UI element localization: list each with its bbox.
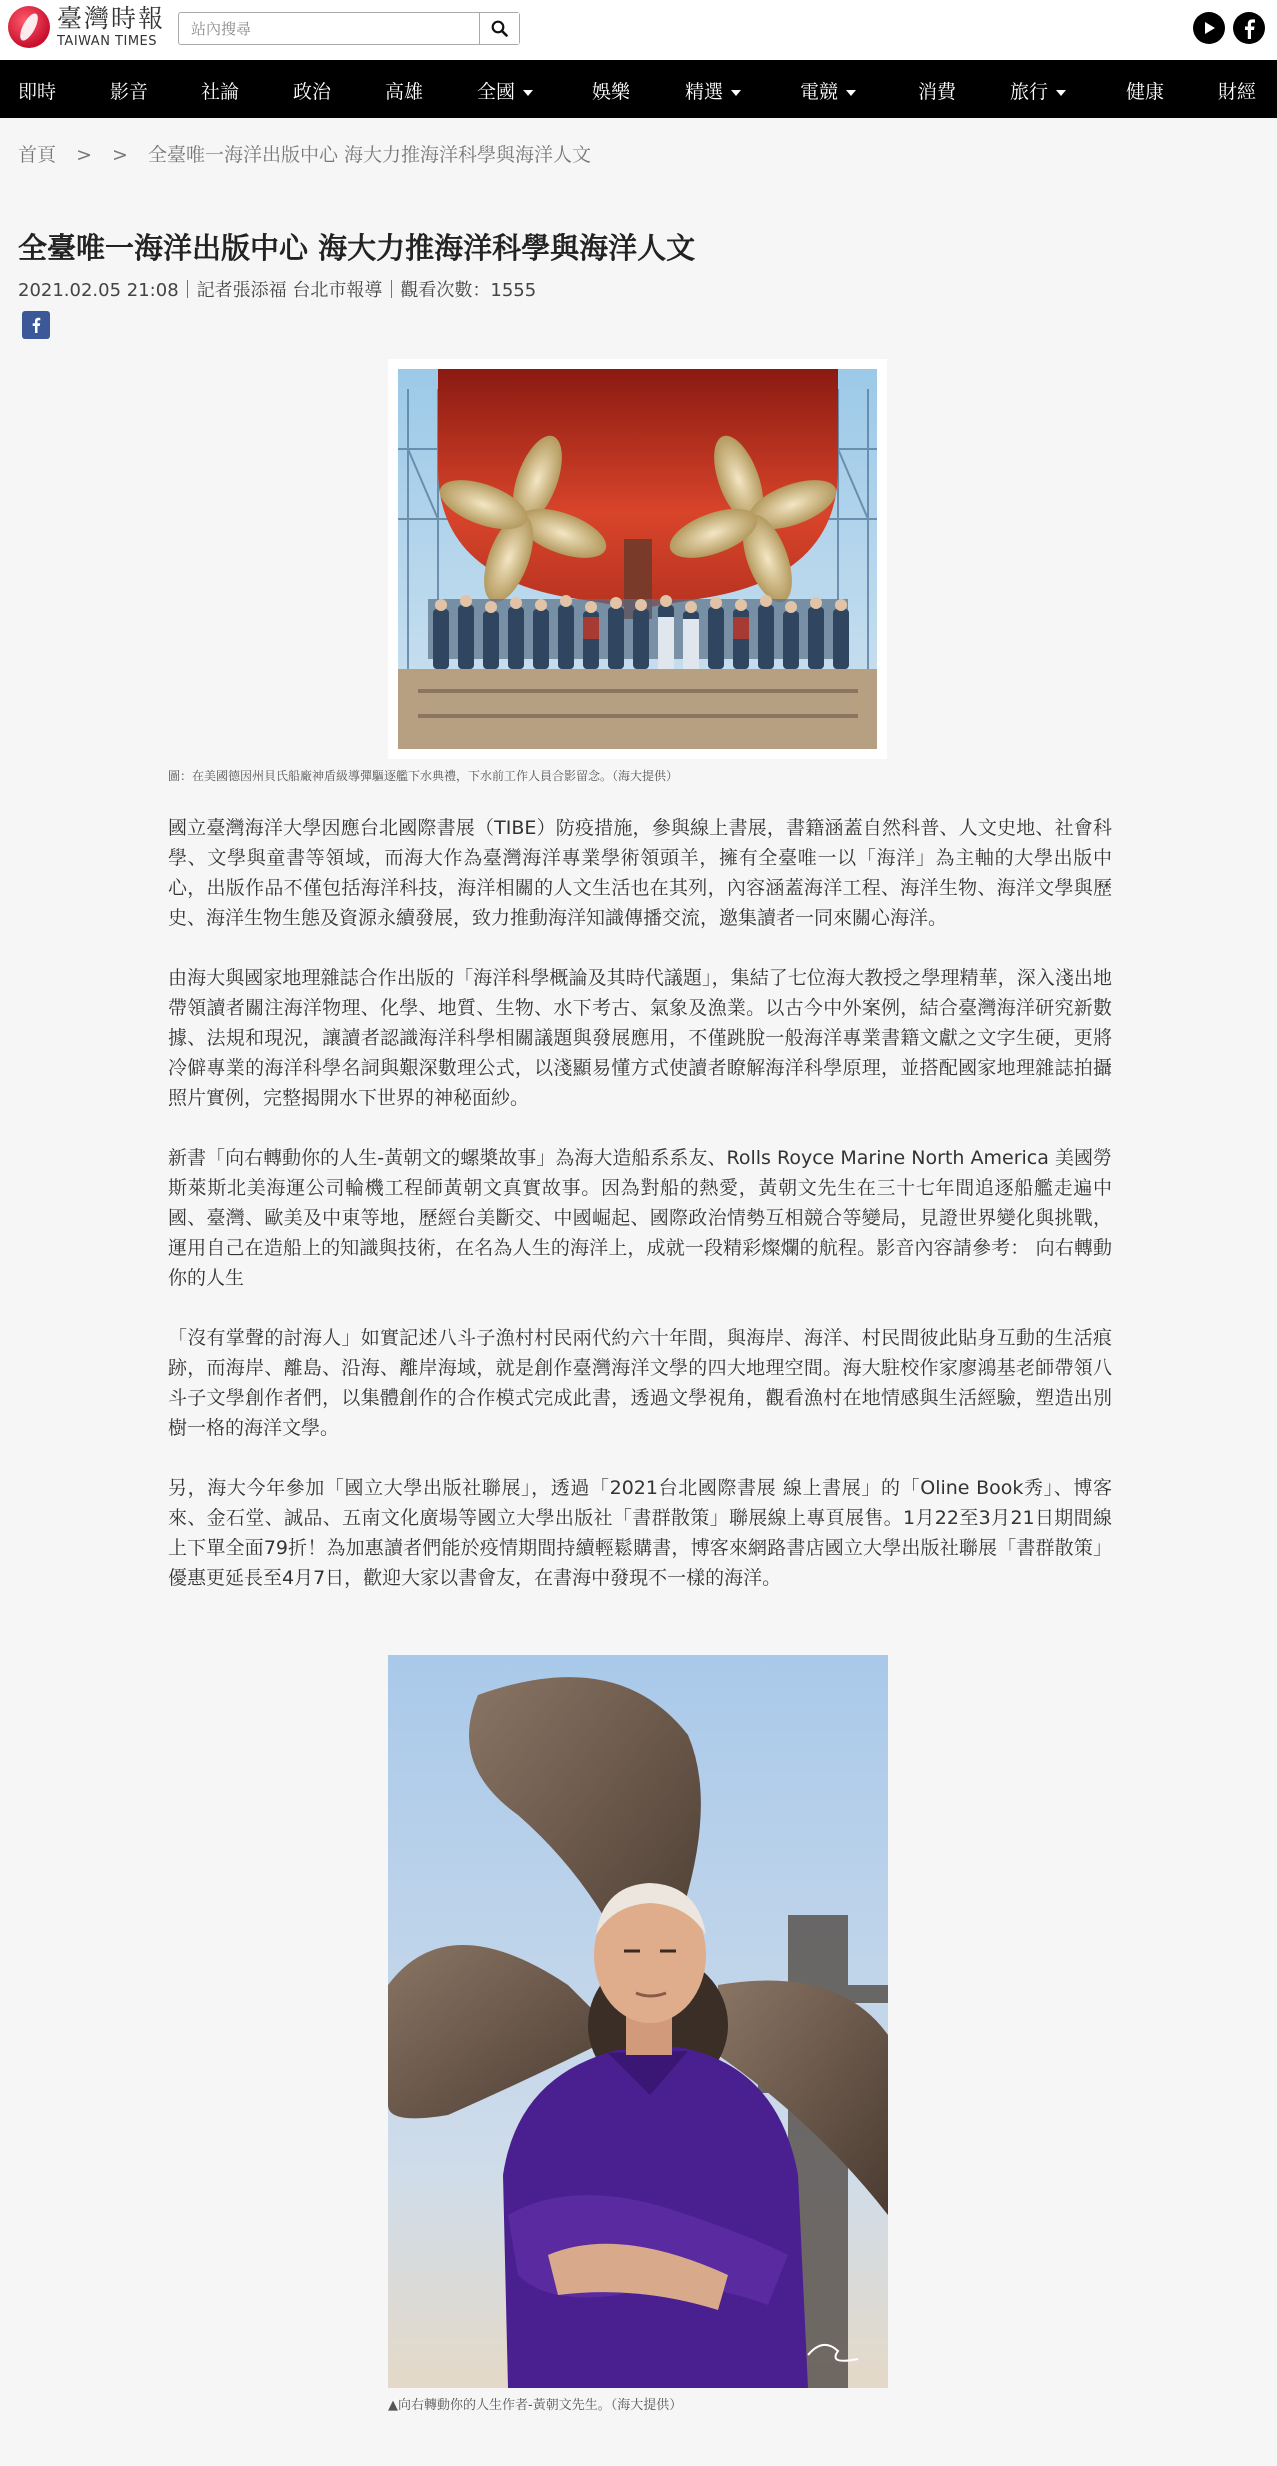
facebook-share-button[interactable] — [22, 311, 50, 339]
nav-item-label: 政治 — [293, 81, 332, 103]
logo-english-text: TAIWAN TIMES — [57, 34, 158, 49]
top-header — [0, 0, 1277, 60]
nav-item[interactable] — [1126, 77, 1164, 104]
nav-item[interactable] — [18, 77, 56, 104]
article-paragraph: 新書「向右轉動你的人生-黃朝文的螺槳故事」為海大造船系系友、Rolls Royce Marine North America 美國勞斯萊斯北美海運公司輪機工程師黃朝文真實故事。因為對船的熱愛，黃朝文先生在三十七年間追逐船艦走遍中國、臺灣、歐美及中東等地，歷經台美斷交、中國崛起、國際政治情勢互相競合等變局，見證世界變化與挑戰，運用自己在造船上的知識與技術，在名為人生的海洋上，成就一段精彩燦爛的航程。影音內容請參考： 向右轉動你的人生 — [168, 1147, 1112, 1289]
caret-down-icon — [1056, 90, 1066, 96]
caret-down-icon — [523, 90, 533, 96]
nav-item[interactable] — [1218, 77, 1256, 104]
search-box — [178, 12, 520, 45]
article-paragraph: 「沒有掌聲的討海人」如實記述八斗子漁村村民兩代約六十年間，與海岸、海洋、村民間彼此貼身互動的生活痕跡，而海岸、離島、沿海、離岸海域，就是創作臺灣海洋文學的四大地理空間。海大駐校作家廖鴻基老師帶領八斗子文學創作者們，以集體創作的合作模式完成此書，透過文學視角，觀看漁村在地情感與生活經驗，塑造出別樹一格的海洋文學。 — [168, 1327, 1112, 1439]
nav-item[interactable] — [293, 77, 331, 104]
nav-item-label: 電競 — [800, 81, 839, 103]
facebook-share-icon — [31, 317, 41, 333]
article-image-portrait — [388, 1655, 888, 2388]
search-button[interactable] — [479, 13, 519, 44]
nav-item[interactable] — [110, 77, 148, 104]
image-caption: ▲向右轉動你的人生作者-黃朝文先生。（海大提供） — [388, 2398, 683, 2413]
logo-chinese-text: 臺灣時報 — [57, 4, 166, 33]
image-caption: 圖：在美國德因州貝氏船廠神盾級導彈驅逐艦下水典禮，下水前工作人員合影留念。（海大提供） — [168, 769, 679, 783]
nav-item-label: 精選 — [685, 81, 724, 103]
nav-item-label: 全國 — [477, 81, 516, 103]
search-input[interactable] — [179, 13, 479, 44]
nav-item-label: 影音 — [110, 81, 149, 103]
article-paragraph: 由海大與國家地理雜誌合作出版的「海洋科學概論及其時代議題」，集結了七位海大教授之學理精華，深入淺出地帶領讀者關注海洋物理、化學、地質、生物、水下考古、氣象及漁業。以古今中外案例，結合臺灣海洋研究新數據、法規和現況，讓讀者認識海洋科學相關議題與發展應用，不僅跳脫一般海洋專業書籍文獻之文字生硬，更將冷僻專業的海洋科學名詞與艱深數理公式，以淺顯易懂方式使讀者瞭解海洋科學原理，並搭配國家地理雜誌拍攝照片實例，完整揭開水下世界的神秘面紗。 — [168, 967, 1112, 1109]
site-logo[interactable] — [8, 6, 165, 48]
main-nav — [0, 60, 1277, 118]
nav-item-label: 財經 — [1218, 81, 1257, 103]
nav-item[interactable] — [201, 77, 239, 104]
nav-item[interactable] — [592, 77, 630, 104]
article-title: 全臺唯一海洋出版中心 海大力推海洋科學與海洋人文 — [18, 231, 696, 265]
nav-item-label: 健康 — [1126, 81, 1165, 103]
breadcrumb-current: 全臺唯一海洋出版中心 海大力推海洋科學與海洋人文 — [148, 144, 592, 166]
nav-item-label: 旅行 — [1010, 81, 1049, 103]
search-icon — [491, 20, 508, 37]
breadcrumb-home[interactable]: 首頁 — [18, 144, 57, 166]
nav-item-label: 消費 — [918, 81, 957, 103]
article-meta: 2021.02.05 21:08｜記者張添福 台北市報導｜觀看次數：1555 — [18, 280, 537, 301]
breadcrumb-separator: > — [76, 144, 92, 166]
logo-mark-icon — [8, 6, 50, 48]
nav-item[interactable] — [477, 77, 533, 104]
facebook-icon[interactable] — [1233, 12, 1265, 44]
article-body — [168, 813, 1112, 1623]
nav-item[interactable] — [685, 77, 741, 104]
nav-item-label: 娛樂 — [592, 81, 631, 103]
breadcrumb-separator: > — [112, 144, 128, 166]
nav-item-label: 高雄 — [385, 81, 424, 103]
caret-down-icon — [731, 90, 741, 96]
play-icon[interactable] — [1193, 12, 1225, 44]
nav-item[interactable] — [1010, 77, 1066, 104]
caret-down-icon — [846, 90, 856, 96]
nav-item[interactable] — [918, 77, 956, 104]
breadcrumb — [18, 140, 605, 167]
nav-item[interactable] — [800, 77, 856, 104]
nav-item-label: 社論 — [201, 81, 240, 103]
nav-item[interactable] — [385, 77, 423, 104]
nav-item-label: 即時 — [18, 81, 57, 103]
article-paragraph: 另，海大今年參加「國立大學出版社聯展」，透過「2021台北國際書展 線上書展」的「Oline Book秀」、博客來、金石堂、誠品、五南文化廣場等國立大學出版社「書群散策」聯展線上專頁展售。1月22至3月21日期間線上下單全面79折！為加惠讀者們能於疫情期間持續輕鬆購書，博客來網路書店國立大學出版社聯展「書群散策」優惠更延長至4月7日，歡迎大家以書會友，在書海中發現不一樣的海洋。 — [168, 1477, 1112, 1589]
article-paragraph: 國立臺灣海洋大學因應台北國際書展（TIBE）防疫措施，參與線上書展，書籍涵蓋自然科普、人文史地、社會科學、文學與童書等領域，而海大作為臺灣海洋專業學術領頭羊，擁有全臺唯一以「海洋」為主軸的大學出版中心，出版作品不僅包括海洋科技，海洋相關的人文生活也在其列，內容涵蓋海洋工程、海洋生物、海洋文學與歷史、海洋生物生態及資源永續發展，致力推動海洋知識傳播交流，邀集讀者一同來關心海洋。 — [168, 817, 1112, 929]
article-image-ship-propellers — [388, 359, 887, 759]
